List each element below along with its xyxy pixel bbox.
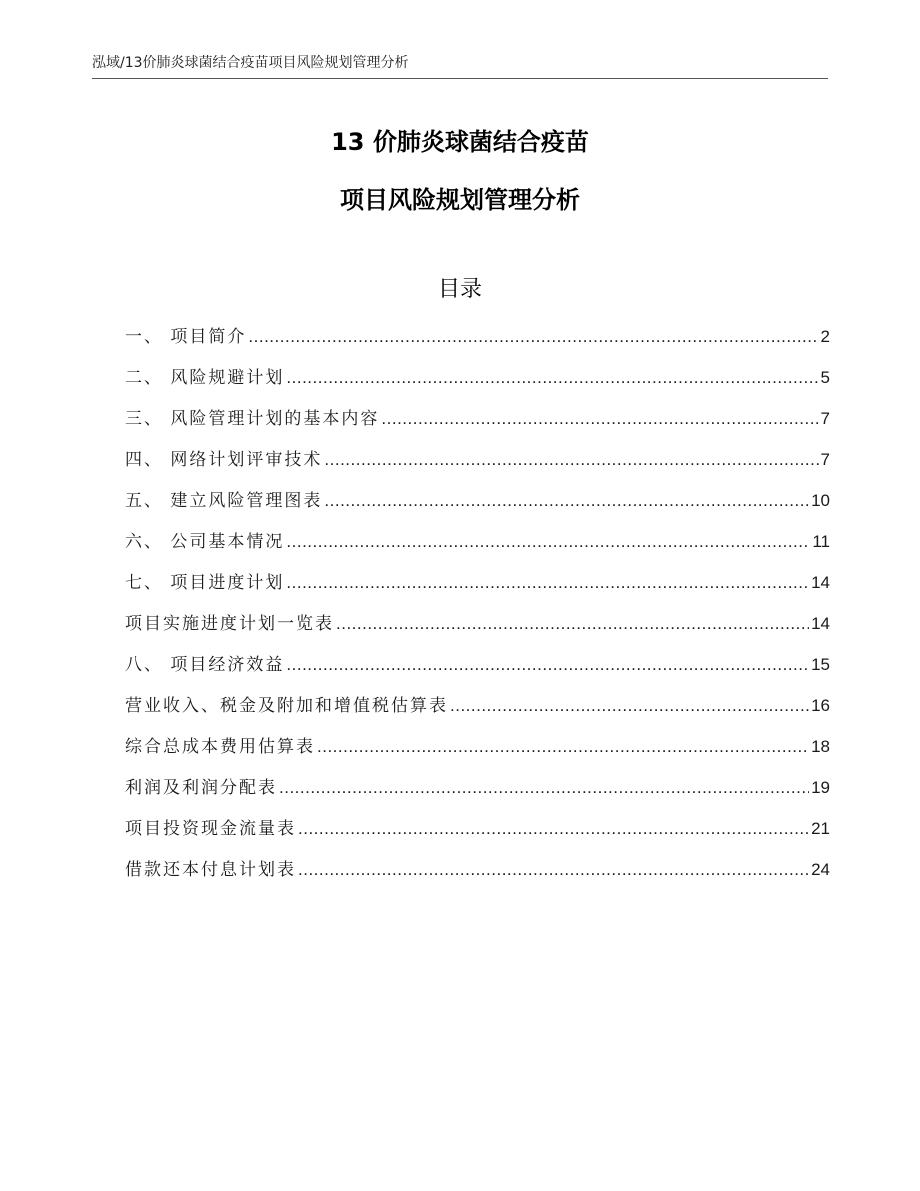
toc-entry-page: 7	[820, 409, 830, 428]
toc-dot-leader	[286, 569, 809, 597]
toc-dot-leader	[286, 528, 810, 556]
toc-entry-title[interactable]: 二、 风险规避计划	[125, 368, 285, 388]
toc-entry-page: 18	[811, 737, 830, 756]
toc-dot-leader	[336, 610, 809, 638]
toc-entry-page: 10	[811, 491, 830, 510]
toc-entry-page: 16	[811, 696, 830, 715]
toc-entry[interactable]	[125, 815, 830, 856]
toc-entry-title[interactable]: 三、 风险管理计划的基本内容	[125, 409, 380, 429]
toc-entry-title[interactable]: 五、 建立风险管理图表	[125, 491, 323, 511]
toc-dot-leader	[298, 856, 809, 884]
toc-entry-title[interactable]: 项目投资现金流量表	[125, 819, 296, 839]
toc-dot-leader	[279, 774, 809, 802]
toc-dot-leader	[450, 692, 809, 720]
toc-entry[interactable]	[125, 528, 830, 569]
header-rule	[92, 78, 828, 79]
toc-dot-leader	[286, 364, 818, 392]
toc-entry-title[interactable]: 七、 项目进度计划	[125, 573, 285, 593]
toc-dot-leader	[248, 323, 818, 351]
toc-entry[interactable]	[125, 364, 830, 405]
toc-entry-title[interactable]: 一、 项目简介	[125, 327, 247, 347]
toc-dot-leader	[317, 733, 809, 761]
toc-entry[interactable]	[125, 774, 830, 815]
toc-entry-title[interactable]: 项目实施进度计划一览表	[125, 614, 334, 634]
toc-entry-page: 19	[811, 778, 830, 797]
toc-entry[interactable]	[125, 610, 830, 651]
toc-entry-title[interactable]: 四、 网络计划评审技术	[125, 450, 323, 470]
document-title-line-1: 13 价肺炎球菌结合疫苗	[331, 128, 589, 156]
document-title-line-2: 项目风险规划管理分析	[340, 186, 580, 214]
toc-entry[interactable]	[125, 692, 830, 733]
toc-dot-leader	[324, 446, 818, 474]
toc-entry-title[interactable]: 借款还本付息计划表	[125, 860, 296, 880]
toc-entry-page: 15	[811, 655, 830, 674]
toc-entry[interactable]	[125, 405, 830, 446]
toc-entry[interactable]	[125, 487, 830, 528]
table-of-contents	[125, 323, 830, 897]
toc-entry-title[interactable]: 六、 公司基本情况	[125, 532, 285, 552]
toc-entry-page: 2	[820, 327, 830, 346]
running-header: 泓域/13价肺炎球菌结合疫苗项目风险规划管理分析	[92, 55, 409, 71]
toc-entry[interactable]	[125, 733, 830, 774]
toc-entry-page: 14	[811, 614, 830, 633]
toc-entry-page: 24	[811, 860, 830, 879]
toc-dot-leader	[298, 815, 809, 843]
toc-entry[interactable]	[125, 446, 830, 487]
toc-entry-title[interactable]: 利润及利润分配表	[125, 778, 277, 798]
toc-entry[interactable]	[125, 569, 830, 610]
toc-dot-leader	[286, 651, 809, 679]
toc-entry-title[interactable]: 综合总成本费用估算表	[125, 737, 315, 757]
toc-entry-page: 21	[811, 819, 830, 838]
toc-entry[interactable]	[125, 651, 830, 692]
toc-dot-leader	[381, 405, 818, 433]
toc-entry-page: 11	[812, 532, 830, 551]
toc-entry[interactable]	[125, 856, 830, 897]
toc-heading: 目录	[437, 277, 482, 302]
toc-entry-page: 5	[820, 368, 830, 387]
toc-entry-page: 7	[820, 450, 830, 469]
toc-entry[interactable]	[125, 323, 830, 364]
toc-dot-leader	[324, 487, 809, 515]
toc-entry-title[interactable]: 营业收入、税金及附加和增值税估算表	[125, 696, 448, 716]
toc-entry-page: 14	[811, 573, 830, 592]
toc-entry-title[interactable]: 八、 项目经济效益	[125, 655, 285, 675]
